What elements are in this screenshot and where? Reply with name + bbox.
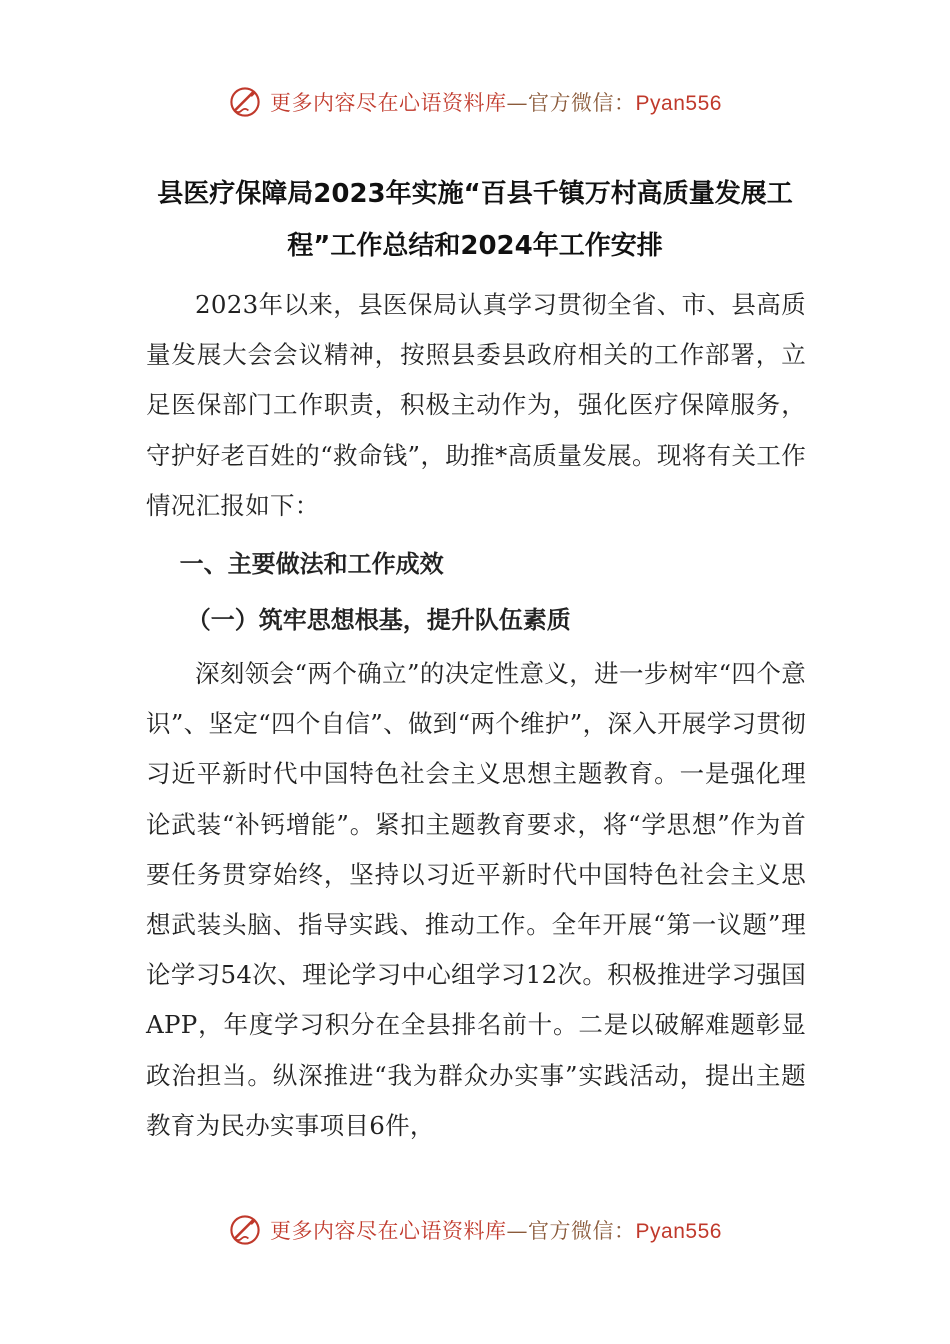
intro-paragraph: 2023年以来，县医保局认真学习贯彻全省、市、县高质量发展大会会议精神，按照县委县政府相关的工作部署，立足医保部门工作职责，积极主动作为，强化医疗保障服务，守护好老百姓的“救命钱”，助推*高质量发展。现将有关工作情况汇报如下： [146, 290, 806, 520]
watermark-main-text: 更多内容尽在心语资料库 [270, 1219, 507, 1243]
subsection-paragraph: 深刻领会“两个确立”的决定性意义，进一步树牢“四个意识”、坚定“四个自信”、做到“两个维护”，深入开展学习贯彻习近平新时代中国特色社会主义思想主题教育。一是强化理论武装“补钙增能”。紧扣主题教育要求，将“学思想”作为首要任务贯穿始终，坚持以习近平新时代中国特色社会主义思想武装头脑、指导实践、推动工作。全年开展“第一议题”理论学习54次、理论学习中心组学习12次。积极推进学习强国APP，年度学习积分在全县排名前十。二是以破解难题彰显政治担当。纵深推进“我为群众办实事”实践活动，提出主题教育为民办实事项目6件， [146, 659, 806, 1140]
watermark-text [270, 1215, 722, 1245]
section-heading: 一、主要做法和工作成效 [179, 550, 444, 579]
pen-logo-icon [228, 85, 262, 119]
watermark-footer [0, 1210, 950, 1250]
watermark-wechat-id: Pyan556 [635, 1220, 722, 1243]
watermark-text [270, 87, 722, 117]
watermark-main-text: 更多内容尽在心语资料库 [270, 91, 507, 115]
watermark-header [0, 82, 950, 122]
document-body [146, 280, 806, 1151]
subsection-heading: （一）筑牢思想根基，提升队伍素质 [186, 606, 571, 635]
watermark-separator-text: —官方微信： [506, 91, 636, 115]
document-title: 县医疗保障局2023年实施“百县千镇万村高质量发展工程”工作总结和2024年工作安排 [157, 179, 793, 261]
watermark-separator-text: —官方微信： [506, 1219, 636, 1243]
pen-logo-icon [228, 1213, 262, 1247]
watermark-wechat-id: Pyan556 [635, 92, 722, 115]
